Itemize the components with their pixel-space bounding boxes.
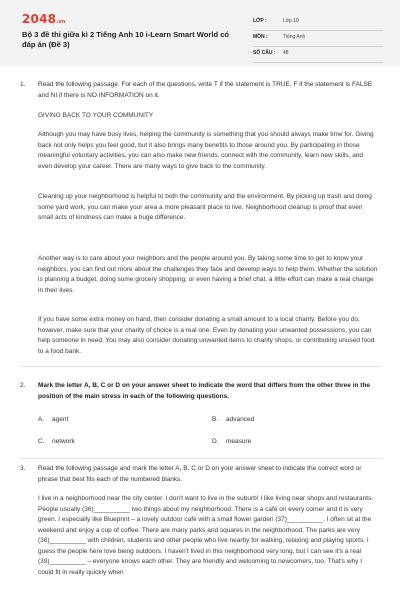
question-number: 1. [20,81,26,88]
passage-paragraph: If you have some extra money on hand, then consider donating a small amount to a local charity. Before you do, however, make sure that your charity of choice is a real one. Even by donating your unwanted possessions, you can help someone in need. You may also consider donating unwanted items to charity shops, or contributing unused food to a food bank. [38,316,375,355]
meta-value: Lớp 10 [283,18,299,24]
site-logo[interactable] [22,12,66,26]
passage-paragraph: Another way is to care about your neighbors and the people around you. By taking some time to get to know your neighbors, you can find out more about the challenges they face and develop ways to help them. Whether the solution is planning a budget, doing some grocery shopping, or even having a brief chat, a little effort can make a real change in their lives. [38,255,378,294]
option-text: measure [226,438,252,445]
meta-row-question-count [253,47,383,63]
meta-value: Tiếng Anh [283,34,306,40]
document-header [0,0,400,66]
option-text: advanced [226,416,255,423]
option-text: network [52,438,75,445]
passage-paragraph: Although you may have busy lives, helping the community is something that you should always make time for. Giving back not only helps you feel good, but it also brings many benefits to those around you. By participating in those meaningful voluntary activities, you can also make new friends, connect with the community, learn new skills, and even develop your career. There are many ways to give back to the community. [38,131,374,170]
answer-option-b[interactable] [212,416,254,423]
question-instruction: Mark the letter A, B, C or D on your answer sheet to indicate the word that differs from the other three in the position of the main stress in each of the following questions. [38,382,371,400]
meta-label: SỐ CÂU : [253,50,276,56]
option-letter: A. [38,416,45,423]
option-letter: B. [212,416,219,423]
option-letter: D. [212,438,219,445]
meta-row-subject [253,31,383,47]
logo-suffix: .vn [56,19,66,25]
page-title: Bộ 3 đề thi giữa kì 2 Tiếng Anh 10 i-Learn Smart World có đáp án (Đề 3) [22,30,230,49]
question-number: 3. [20,465,26,472]
document-meta [253,15,383,63]
answer-option-a[interactable] [38,416,68,423]
answer-option-d[interactable] [212,438,251,445]
answer-option-c[interactable] [38,438,75,445]
option-text: agent [52,416,69,423]
meta-label: MÔN : [253,34,268,40]
option-letter: C. [38,438,45,445]
passage-title: GIVING BACK TO YOUR COMMUNITY [38,112,154,119]
meta-row-class [253,15,383,31]
question-instruction: Read the following passage. For each of the questions, write T if the statement is TRUE, F if the statement is FALSE and NI if there is NO INFORMATION on it. [38,81,373,99]
passage-paragraph: Cleaning up your neighborhood is helpful to both the community and the environment. By picking up trash and doing some yard work, you can make your area a more pleasant place to live. Neighborhood cleanup is proof that even small acts of kindness can make a huge difference. [38,193,372,221]
question-number: 2. [20,382,26,389]
question-instruction: Read the following passage and mark the letter A, B, C or D on your answer sheet to indicate the correct word or phrase that best fits each of the numbered blanks. [38,465,362,483]
meta-label: LỚP : [253,18,267,24]
divider [20,366,382,367]
passage-paragraph: I live in a neighborhood near the city center. I don't want to live in the suburb! I like living near shops and restaurants. People usually (36)__________ two things about my neighborhood. There is a café on every corner and it is very green. I especially like Blueprint – a lovely outdoor café with a small flower garden (37)__________. I often sit at the weekend and enjoy a cup of coffee. There are many parks and squares in the neighborhood. The parks are very (38)__________ with children, students and other people who live nearby for walking, relaxing and playing sports. I guess the people here love being outdoors. I haven't lived in this neighborhood very long, but I can see it's a real (39)__________ – everyone knows each other. They are friendly and welcoming to newcomers, too. That's why I could fit in really quickly when [38,495,374,576]
meta-value: 48 [283,50,289,56]
divider [20,458,382,459]
logo-main: 2048 [22,12,57,26]
